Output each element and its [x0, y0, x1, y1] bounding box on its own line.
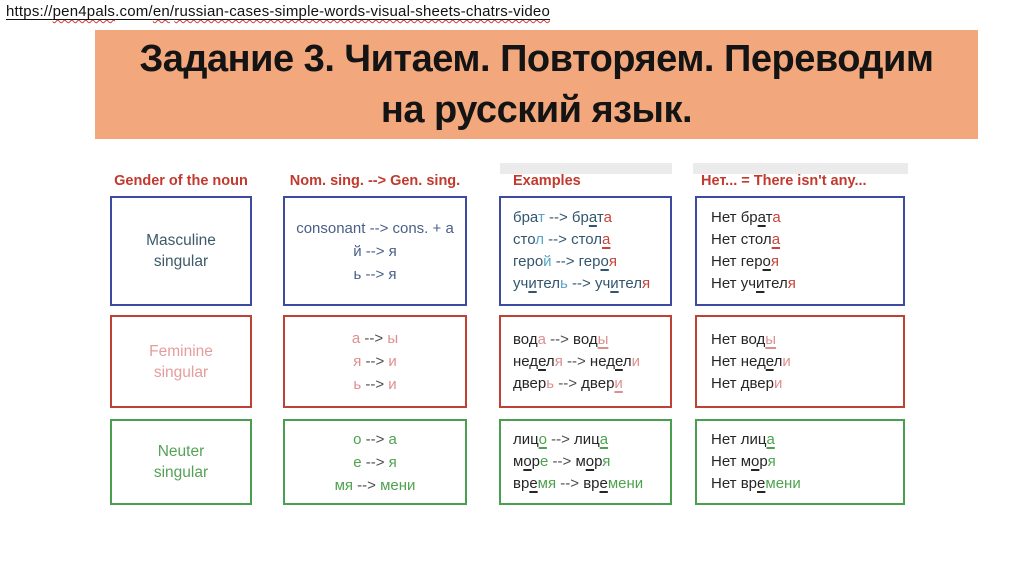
text-segment: Нет вр — [711, 475, 758, 492]
text-line — [513, 273, 650, 295]
text-line — [513, 351, 640, 373]
text-segment: я — [602, 453, 611, 470]
net-cell-neuter — [695, 419, 905, 505]
text-segment: о — [751, 453, 760, 470]
text-segment: м — [575, 453, 586, 470]
title-line-1: Задание 3. Читаем. Повторяем. Переводим — [139, 37, 934, 80]
text-segment: т — [537, 209, 545, 226]
text-segment: ы — [597, 330, 609, 348]
text-line — [353, 240, 397, 263]
text-line — [146, 230, 216, 251]
text-segment: ь — [560, 275, 568, 292]
text-segment: --> — [361, 376, 389, 393]
text-segment: Нет лиц — [711, 431, 767, 448]
text-segment: мени — [607, 475, 644, 492]
text-segment: Нет вод — [711, 330, 766, 348]
text-segment: двер — [513, 374, 547, 392]
text-segment: --> — [361, 430, 389, 448]
text-line — [352, 327, 398, 350]
text-segment: лиц — [574, 431, 600, 448]
examples-cell-neuter — [499, 419, 672, 505]
text-segment: я — [787, 275, 796, 292]
text-segment: бра — [513, 209, 538, 226]
text-segment: е — [614, 352, 623, 370]
text-segment: я — [554, 352, 563, 370]
text-segment: --> — [353, 476, 381, 494]
text-segment: https:// — [6, 3, 53, 20]
rules-cell-masculine — [283, 196, 467, 306]
text-segment: тел — [764, 275, 788, 292]
text-segment: и — [614, 374, 623, 392]
text-segment: т — [765, 209, 773, 226]
text-segment: уч — [513, 275, 529, 292]
text-segment: е — [765, 352, 774, 370]
text-segment: тел — [536, 275, 561, 292]
text-line — [513, 473, 643, 495]
text-segment: --> — [567, 275, 595, 292]
text-segment: --> — [544, 209, 572, 226]
text-line — [154, 462, 208, 483]
text-line — [711, 329, 776, 351]
text-segment: р — [594, 453, 603, 470]
text-segment: --> — [546, 431, 574, 448]
text-segment: Нет м — [711, 453, 752, 470]
text-segment: и — [782, 352, 791, 370]
column-header-examples: Examples — [513, 173, 581, 189]
net-cell-masculine — [695, 196, 905, 306]
examples-cell-masculine — [499, 196, 672, 306]
text-segment: и — [773, 374, 783, 392]
text-segment: en — [152, 3, 170, 20]
text-segment: е — [599, 475, 608, 492]
text-segment: ь — [353, 376, 362, 393]
text-segment: / — [169, 3, 175, 20]
text-segment: я — [353, 353, 362, 370]
text-segment: а — [772, 209, 781, 226]
column-header-rule: Nom. sing. --> Gen. sing. — [289, 173, 461, 189]
text-segment: .com/ — [115, 3, 153, 20]
text-segment: е — [353, 453, 362, 471]
text-segment: а — [599, 431, 609, 448]
text-segment: л — [773, 352, 783, 370]
text-segment: а — [757, 209, 766, 226]
text-segment: --> — [361, 353, 389, 370]
text-segment: --> — [548, 453, 576, 470]
text-segment: Masculine — [146, 232, 216, 249]
text-line — [711, 351, 791, 373]
text-segment: ь --> я — [353, 265, 397, 283]
text-segment: л — [622, 352, 632, 370]
text-segment: Нет нед — [711, 352, 766, 370]
text-segment: ы — [387, 330, 399, 347]
examples-cell-feminine — [499, 315, 672, 408]
text-line — [513, 451, 610, 473]
text-segment: singular — [153, 363, 209, 381]
text-segment: --> — [360, 330, 388, 347]
text-segment: --> — [562, 352, 590, 370]
text-line — [6, 3, 550, 20]
text-segment: лиц — [513, 431, 539, 448]
url-link[interactable] — [6, 3, 550, 20]
text-segment: л — [545, 352, 555, 370]
text-segment: Нет двер — [711, 374, 774, 392]
text-segment: Нет гер — [711, 253, 763, 270]
text-segment: о — [353, 430, 362, 448]
text-segment: и — [388, 376, 397, 393]
text-segment: я — [641, 275, 651, 292]
text-segment: Нет бр — [711, 209, 758, 226]
text-segment: я — [767, 453, 776, 470]
text-line — [154, 251, 208, 272]
text-segment: вод — [573, 330, 598, 348]
text-segment: и — [388, 353, 397, 370]
text-segment: двер — [581, 374, 615, 392]
net-cell-feminine — [695, 315, 905, 408]
text-segment: о — [585, 453, 595, 470]
text-line — [296, 217, 454, 240]
text-segment: мени — [765, 475, 801, 492]
text-segment: --> — [556, 475, 584, 492]
text-segment: я — [388, 453, 397, 471]
text-segment: я — [770, 253, 780, 270]
text-segment: гер — [578, 253, 601, 270]
text-segment: вод — [513, 330, 538, 348]
text-line — [353, 451, 397, 474]
text-line — [711, 473, 801, 495]
text-line — [353, 350, 397, 373]
text-line — [513, 429, 608, 451]
gender-cell-feminine — [110, 315, 252, 408]
text-segment: мени — [380, 476, 416, 494]
text-line — [513, 229, 610, 251]
text-segment: нед — [589, 352, 615, 370]
text-segment: й — [543, 253, 552, 270]
text-segment: т — [596, 209, 604, 226]
text-segment: ь — [546, 374, 555, 392]
text-segment: а — [603, 209, 612, 226]
text-segment: е — [757, 475, 766, 492]
text-segment: Neuter — [157, 443, 205, 460]
text-segment: уч — [594, 275, 611, 292]
text-segment: --> — [545, 330, 574, 348]
text-segment: мя — [537, 475, 557, 492]
text-line — [513, 251, 617, 273]
text-segment: геро — [513, 253, 544, 270]
text-segment: о — [762, 253, 771, 270]
text-segment: и — [756, 275, 765, 292]
text-segment: singular — [153, 253, 209, 270]
text-segment: нед — [513, 352, 539, 370]
text-segment: р — [759, 453, 768, 470]
text-segment: вр — [583, 475, 600, 492]
text-line — [353, 373, 396, 396]
text-line — [353, 428, 397, 451]
text-segment: а — [602, 231, 611, 248]
text-line — [711, 229, 780, 251]
text-segment: --> — [551, 253, 579, 270]
text-segment: а — [537, 330, 546, 348]
text-segment: р — [531, 453, 540, 470]
text-segment: Нет уч — [711, 275, 757, 292]
title-banner — [95, 30, 978, 139]
text-line — [154, 362, 208, 383]
text-segment: л — [535, 231, 544, 248]
text-segment: а — [351, 330, 361, 347]
rules-cell-neuter — [283, 419, 467, 505]
text-segment: а — [388, 430, 397, 448]
text-segment: russian-cases-simple-words-visual-sheets-chatrs-video — [174, 3, 550, 20]
text-line — [711, 429, 775, 451]
column-header-net: Нет... = There isn't any... — [701, 173, 867, 189]
text-segment: ы — [765, 330, 777, 348]
text-line — [158, 441, 205, 462]
text-segment: е — [540, 453, 549, 470]
column-header-gender: Gender of the noun — [114, 173, 248, 189]
text-line — [711, 251, 779, 273]
text-segment: стол — [571, 231, 603, 248]
text-line — [711, 373, 782, 395]
title-line-2: на русский язык. — [380, 88, 693, 131]
text-line — [513, 329, 608, 351]
text-segment: --> — [361, 453, 389, 471]
text-segment: а — [588, 209, 597, 226]
text-segment: е — [529, 475, 538, 492]
text-line — [513, 207, 612, 229]
text-segment: вр — [513, 475, 530, 492]
text-segment: а — [766, 431, 775, 448]
text-segment: consonant --> cons. + а — [296, 219, 454, 237]
text-segment: Нет стол — [711, 231, 772, 248]
text-segment: --> — [554, 374, 582, 392]
text-line — [513, 373, 623, 395]
text-segment: бр — [571, 209, 589, 226]
text-segment: я — [608, 253, 617, 270]
gender-cell-neuter — [110, 419, 252, 505]
rules-cell-feminine — [283, 315, 467, 408]
text-segment: е — [538, 352, 546, 370]
text-segment: --> — [543, 231, 572, 248]
text-segment: м — [513, 453, 524, 470]
text-segment: сто — [513, 231, 536, 248]
text-segment: и — [528, 275, 537, 292]
text-segment: й --> я — [353, 242, 397, 260]
text-segment: о — [538, 431, 547, 448]
text-line — [335, 474, 416, 497]
text-segment: и — [631, 352, 640, 370]
text-line — [711, 207, 781, 229]
text-segment: о — [523, 453, 532, 470]
text-line — [711, 451, 776, 473]
text-segment: pen4pals — [52, 3, 116, 20]
gender-cell-masculine — [110, 196, 252, 306]
text-line — [149, 341, 213, 362]
text-segment: тел — [618, 275, 642, 292]
text-segment: о — [600, 253, 609, 270]
text-segment: singular — [153, 464, 209, 481]
text-segment: и — [610, 275, 619, 292]
text-segment: мя — [334, 476, 353, 494]
text-line — [711, 273, 796, 295]
text-segment: Feminine — [149, 342, 213, 360]
text-line — [353, 263, 396, 286]
text-segment: а — [771, 231, 781, 248]
